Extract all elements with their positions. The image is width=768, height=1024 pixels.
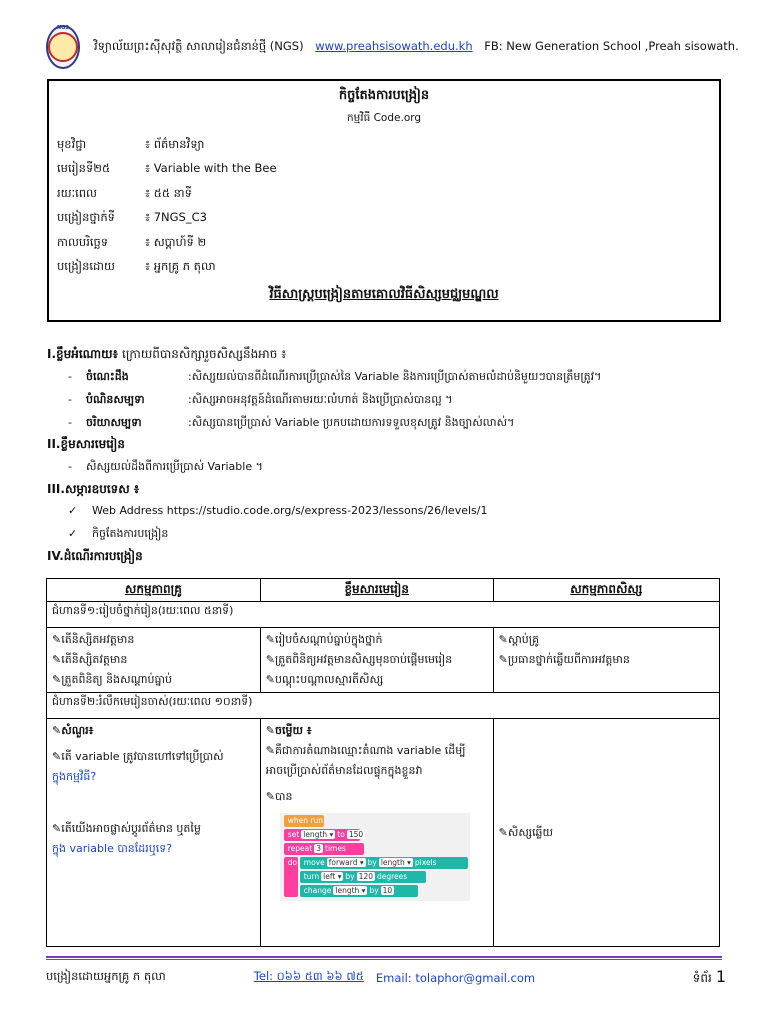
objective-item: - ចំណេះដឹង :សិស្សយល់បានពីដំណើរការប្រើប្រាស់នៃ Variable និងការប្រើប្រាស់តាមលំដាប់និមួយៗបានត្រឹមត្រូវ។ (68, 370, 602, 383)
stage2-student-cell (493, 719, 719, 947)
objectives-heading: I.ខ្លឹមអំណោយ៖ ក្រោយពីបានសិក្សារួចសិស្សនឹងអាច ៖ (47, 347, 287, 361)
page-number: ទំព័រ 1 (692, 967, 726, 986)
stage2-content-cell (260, 719, 493, 947)
process-heading: IV.ដំណើរការបង្រៀន (47, 549, 143, 563)
table-row (47, 628, 720, 693)
content-heading: II.ខ្លឹមសារមេរៀន (47, 437, 125, 451)
col-teacher: សកម្មភាពគ្រូ (47, 579, 261, 602)
school-logo: NGS (46, 25, 80, 69)
lesson-title: កិច្ចតែងការបង្រៀន (338, 88, 430, 103)
facebook-text: FB: New Generation School ,Preah sisowath. (484, 38, 739, 53)
material-item: ✓ Web Address https://studio.code.org/s/express-2023/lessons/26/levels/1 (68, 504, 488, 517)
code-blocks-image (280, 813, 470, 901)
stage-row (47, 602, 720, 628)
table-row (47, 719, 720, 947)
info-row: រយៈពេល ៖ ៥៥ នាទី (57, 185, 192, 200)
set-block: set length ▾ to 150 (284, 829, 360, 841)
stage2-teacher-cell: ✎សំណួរ៖ ✎តើ variable ត្រូវបានហៅទៅប្រើប្រាស់ ក្នុងកម្មវិធី? ✎តើយើងអាចផ្លាស់ប្តូរព័ត៌មាន ឬតម្លៃ ក្នុង variable បានដែរឬទេ? (47, 719, 261, 947)
info-row: បង្រៀនថ្នាក់ទី ៖ 7NGS_C3 (57, 210, 207, 225)
info-row: បង្រៀនដោយ ៖ អ្នកគ្រូ ភ តុលា (57, 259, 216, 274)
stage-1-label: ជំហានទី១:រៀបចំថ្នាក់រៀន(រយៈពេល ៥នាទី) (47, 602, 720, 628)
change-block: change length ▾ by 10 (300, 885, 418, 897)
lesson-info-box (47, 79, 721, 322)
col-content: ខ្លឹមសារមេរៀន (260, 579, 493, 602)
when-run-block: when run (284, 815, 324, 827)
stage-2-label: ជំហានទី២:រំលឹកមេរៀនចាស់(រយៈពេល ១០នាទី) (47, 693, 720, 719)
material-item: ✓ កិច្ចតែងការបង្រៀន (68, 527, 169, 540)
website-link[interactable]: www.preahsisowath.edu.kh (315, 38, 473, 53)
col-student: សកម្មភាពសិស្ស (493, 579, 719, 602)
footer-divider (46, 956, 722, 960)
page-footer (46, 967, 726, 988)
info-row: មុខវិជ្ជា ៖ ព័ត៌មានវិទ្យា (57, 136, 205, 151)
footer-tel[interactable]: Tel: ០៦៦ ៥៣ ៦៦ ៧៥ (253, 969, 364, 983)
process-table (46, 578, 720, 947)
turn-block: turn left ▾ by 120 degrees (300, 871, 426, 883)
info-row: កាលបរិច្ឆេទ ៖ សប្តាហ៍ទី ២ (57, 234, 207, 249)
objective-item: - ចរិយាសម្បទា :សិស្សបានប្រើប្រាស់ Variable ប្រកបដោយការទទួលខុសត្រូវ និងច្បាស់លាស់។ (68, 416, 515, 429)
page-header (46, 25, 739, 64)
answer-1b: អាចប្រើប្រាស់ព័ត៌មានដែលផ្ទុកក្នុងខ្លួនវា (265, 764, 423, 777)
check-icon: ✓ (68, 504, 78, 517)
objective-item: - បំណិនសម្បទា :សិស្សអាចអនុវត្តន៍ដំណើរតាមរយៈលំហាត់ និងប្រើប្រាស់បានល្អ ។ (68, 393, 453, 406)
stage1-content-cell: ✎រៀបចំសណ្តាប់ធ្នាប់ក្នុងថ្នាក់ ✎ត្រួតពិនិត្យអវត្តមានសិស្សមុនចាប់ផ្តើមមេរៀន ✎បណ្តុះបណ្តាលស្មារតីសិស្ស (260, 628, 493, 693)
repeat-block: repeat 3 times (284, 843, 364, 855)
answer-2: ✎បាន (265, 790, 293, 803)
lesson-subtitle: កម្មវិធី Code.org (346, 112, 422, 124)
do-block: do (284, 857, 298, 897)
content-item: - សិស្សយល់ដឹងពីការប្រើប្រាស់ Variable ។ (68, 460, 263, 473)
materials-heading: III.សម្ភារឧបទេស ៖ (47, 482, 140, 496)
footer-email[interactable]: Email: tolaphor@gmail.com (375, 970, 536, 985)
answer-1a: ✎គឺជាការតំណាងឈ្មោះតំណាង variable ដើម្បី (265, 744, 466, 757)
move-block: move forward ▾ by length ▾ pixels (300, 857, 468, 869)
footer-teacher: បង្រៀនដោយអ្នកគ្រូ ភ តុលា (46, 969, 166, 983)
table-header-row (47, 579, 720, 602)
stage-row (47, 693, 720, 719)
method-title: វិធីសាស្ត្របង្រៀនតាមគោលវិធីសិស្សមជ្ឈមណ្ឌល (269, 287, 499, 302)
answer-title: ✎ចម្លើយ ៖ (265, 724, 312, 737)
question-title: ✎សំណួរ៖ (52, 724, 94, 737)
question-1: ✎តើ variable ត្រូវបានហៅទៅប្រើប្រាស់ (52, 750, 224, 763)
stage1-student-cell: ✎ស្តាប់គ្រូ ✎ប្រធានថ្នាក់ឆ្លើយពីការអវត្តមាន (493, 628, 719, 693)
check-icon: ✓ (68, 527, 78, 540)
info-row: មេរៀនទី២៥ ៖ Variable with the Bee (57, 161, 277, 176)
header-line (94, 39, 739, 56)
student-answer: ✎សិស្សឆ្លើយ (498, 825, 554, 839)
stage1-teacher-cell: ✎តើនិស្សិតអវត្តមាន ✎តើនិស្សិតវត្តមាន ✎ត្រួតពិនិត្យ និងសណ្តាប់ធ្នាប់ (47, 628, 261, 693)
lesson-info-rows (49, 133, 719, 280)
school-name: វិទ្យាល័យព្រះស៊ីសុវត្ថិ សាលារៀនជំនាន់ថ្មី (NGS) (94, 38, 304, 53)
question-2: ✎តើយើងអាចផ្លាស់ប្តូរព័ត៌មាន ឬតម្លៃ (52, 822, 201, 835)
